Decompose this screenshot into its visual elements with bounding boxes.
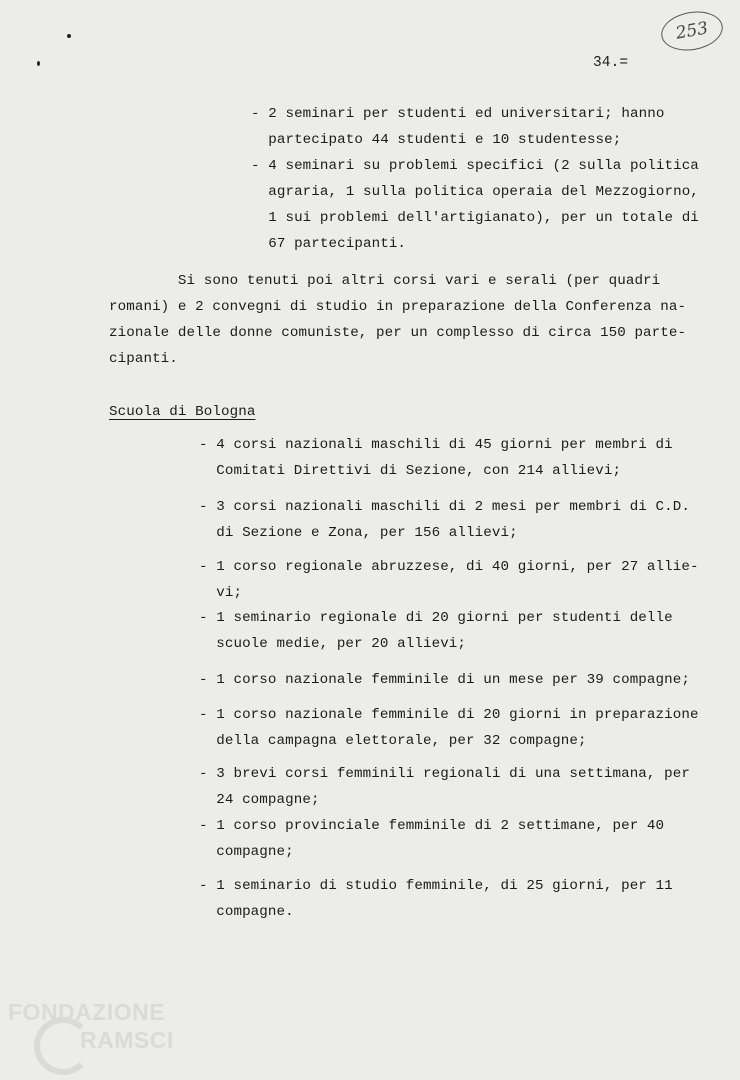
section-heading: Scuola di Bologna bbox=[109, 404, 256, 420]
list-item-line: - 4 corsi nazionali maschili di 45 giorni per membri di bbox=[199, 437, 673, 453]
list-item-line: - 1 corso regionale abruzzese, di 40 giorni, per 27 allie- bbox=[199, 559, 699, 575]
list-item-line: - 1 corso nazionale femminile di 20 giorni in preparazione bbox=[199, 707, 699, 723]
list-item-line: 1 sui problemi dell'artigianato), per un totale di bbox=[251, 210, 699, 226]
ink-speck bbox=[67, 34, 71, 38]
list-item-line: - 1 corso nazionale femminile di un mese per 39 compagne; bbox=[199, 672, 690, 688]
paragraph-line: romani) e 2 convegni di studio in preparazione della Conferenza na- bbox=[109, 299, 687, 315]
list-item-line: partecipato 44 studenti e 10 studentesse; bbox=[251, 132, 622, 148]
list-item-line: - 3 brevi corsi femminili regionali di una settimana, per bbox=[199, 766, 690, 782]
list-item-line: vi; bbox=[199, 585, 243, 601]
archive-stamp bbox=[658, 7, 726, 55]
archive-stamp-number: 253 bbox=[674, 18, 710, 44]
list-item-line: - 1 corso provinciale femminile di 2 settimane, per 40 bbox=[199, 818, 665, 834]
list-item-line: - 2 seminari per studenti ed universitari; hanno bbox=[251, 106, 665, 122]
list-item-line: della campagna elettorale, per 32 compagne; bbox=[199, 733, 587, 749]
list-item-line: - 1 seminario di studio femminile, di 25 giorni, per 11 bbox=[199, 878, 673, 894]
watermark-line-1: FONDAZIONE bbox=[8, 999, 166, 1025]
watermark-line-2: RAMSCI bbox=[80, 1027, 174, 1053]
ink-speck bbox=[37, 61, 40, 66]
list-item-line: compagne. bbox=[199, 904, 294, 920]
list-item-line: 24 compagne; bbox=[199, 792, 320, 808]
list-item-line: - 1 seminario regionale di 20 giorni per studenti delle bbox=[199, 610, 673, 626]
paragraph-line: zionale delle donne comuniste, per un complesso di circa 150 parte- bbox=[109, 325, 687, 341]
list-item-line: scuole medie, per 20 allievi; bbox=[199, 636, 467, 652]
list-item-line: Comitati Direttivi di Sezione, con 214 allievi; bbox=[199, 463, 622, 479]
list-item-line: di Sezione e Zona, per 156 allievi; bbox=[199, 525, 518, 541]
list-item-line: agraria, 1 sulla politica operaia del Mezzogiorno, bbox=[251, 184, 699, 200]
list-item-line: - 3 corsi nazionali maschili di 2 mesi per membri di C.D. bbox=[199, 499, 690, 515]
paragraph-line: cipanti. bbox=[109, 351, 178, 367]
watermark-logo bbox=[8, 995, 188, 1075]
list-item-line: 67 partecipanti. bbox=[251, 236, 407, 252]
list-item-line: - 4 seminari su problemi specifici (2 sulla politica bbox=[251, 158, 699, 174]
page-number: 34.= bbox=[593, 55, 629, 71]
list-item-line: compagne; bbox=[199, 844, 294, 860]
paragraph-line: Si sono tenuti poi altri corsi vari e serali (per quadri bbox=[109, 273, 661, 289]
